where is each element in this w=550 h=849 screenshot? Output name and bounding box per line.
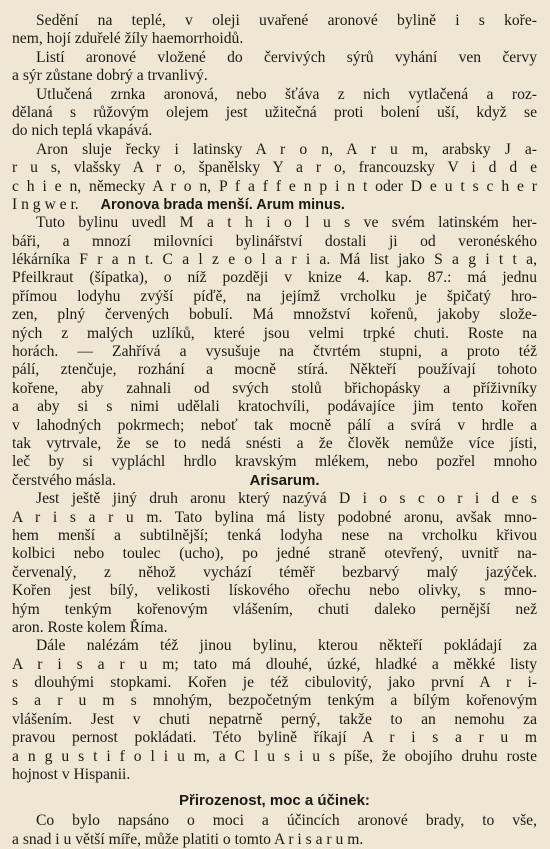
text-line: Aron sluje řecky i latinsky A r o n, A r u m, arabsky J a-: [36, 140, 537, 158]
text-line: Dále nalézám též jinou bylinu, kterou někteří pokládají za: [36, 637, 537, 655]
text-line: a n g u s t i f o l i u m, a C l u s i u s píše, že obojího druhu roste: [12, 747, 537, 765]
section-heading: Přirozenost, moc a účinek:: [179, 792, 370, 810]
text-line: hojnost v Hispanii.: [12, 766, 131, 784]
text-line: Tuto bylinu uvedl M a t h i o l u s ve svém latinském her-: [36, 214, 537, 232]
section-heading: Arisarum.: [249, 471, 320, 489]
text-line: aron. Roste kolem Říma.: [12, 618, 168, 636]
text-line: do nich teplá vkapává.: [12, 122, 153, 140]
text-line: Pfeilkraut (šípatka), o níž později v knize 4. kap. 87.: má jednu: [12, 269, 537, 287]
text-line-end: I n g w e r.: [12, 195, 79, 213]
text-line: tak vytrvale, že se to nedá snésti a že člověk nemůže více jísti,: [12, 434, 537, 452]
text-line: červenalý, z něhož vychází téměř bezbarvý malý jazýček.: [12, 563, 537, 581]
text-line: r u s, vlašsky A r o, španělsky Y a r o, francouzsky V i d d e: [12, 159, 537, 177]
text-line: Kořen jest bílý, velikosti lískového ořechu nebo olivky, s mno-: [12, 582, 537, 600]
text-line: čerstvého másla.: [12, 471, 116, 489]
text-line: a snad i u větší míře, může platiti o tomto A r i s a r u m.: [12, 830, 364, 848]
text-line: leč by si vypláchl hrdlo kravským mlékem, nebo pozřel mnoho: [12, 453, 537, 471]
text-line: nem, hojí zduřelé žíly haemorrhoidů.: [12, 30, 244, 48]
text-line: pravou pernost pokládati. Této bylině říkají A r i s a r u m: [12, 729, 537, 747]
text-line: zen, plný červených bobulí. Má množství kořenů, jakoby slože-: [12, 306, 537, 324]
text-line: báři, a mnozí milovníci bylinářství dostali ji od veronéského: [12, 232, 537, 250]
text-line: Utlučená zrnka aronová, nebo šťáva z nich vytlačená a roz-: [36, 85, 537, 103]
section-heading: Aronova brada menší. Arum minus.: [100, 196, 345, 213]
text-line: s dlouhými stopkami. Kořen je též cibulovitý, jako první A r i-: [12, 674, 537, 692]
text-line: horách. — Zahřívá a vysušuje na čtvrtém stupni, a proto též: [12, 343, 537, 361]
text-line: [12, 196, 537, 214]
text-line: dělaná s růžovým olejem jest užitečná proti bolení uší, když se: [12, 103, 537, 121]
text-line: Sedění na teplé, v oleji uvařené aronové bylině i s koře-: [36, 12, 537, 29]
text-line: Co bylo napsáno o moci a účincích aronové brady, to vše,: [36, 812, 537, 830]
text-line: A r i s a r u m; tato má dlouhé, úzké, hladké a měkké listy: [12, 655, 537, 673]
text-line: a sýr zůstane dobrý a trvanlivý.: [12, 67, 208, 85]
text-line: ných z malých uzlíků, které jsou velmi trpké chuti. Roste na: [12, 324, 537, 342]
text-line: kolbici nebo toulec (ucho), po jedné straně otevřený, uvnitř na-: [12, 545, 537, 563]
text-line: Jest ještě jiný druh aronu který nazývá D i o s c o r i d e s: [36, 490, 537, 508]
text-line: s a r u m s mnohým, bezpočetným tenkým a bílým kořenovým: [12, 692, 537, 710]
text-line: A r i s a r u m. Tato bylina má listy podobné aronu, avšak mno-: [12, 508, 537, 526]
text-line: c h i e n, německy A r o n, P f a f f e n p i n t oder D e u t s c h e r: [12, 177, 537, 195]
text-line: lékárníka F r a n t. C a l z e o l a r i a. Má list jako S a g i t t a,: [12, 251, 537, 269]
text-line: Listí aronové vložené do červivých sýrů vyhání ven červy: [36, 48, 537, 66]
text-line: a aby si s nimi udělali kratochvíli, podávajíce jim tento kořen: [12, 398, 537, 416]
text-line: hem menší a subtilnější; tenká lodyha nese na vrcholku křivou: [12, 526, 537, 544]
text-line: kořene, aby zahnali od svých stolů břichopásky a příživníky: [12, 379, 537, 397]
text-line: přímou lodyhu zvýší píďě, na jejímž vrcholku je špičatý hro-: [12, 287, 537, 305]
text-line: pálí, ztenčuje, rozhání a mocně stírá. Někteří používají tohoto: [12, 361, 537, 379]
text-line: v lahodných pokrmech; neboť tak mocně pálí a svírá v hrdle a: [12, 416, 537, 434]
text-line: hým tenkým kořenovým vlášením, chuti daleko pernější než: [12, 600, 537, 618]
text-line: vlášením. Jest v chuti nepatrně perný, takže to an nemohu za: [12, 710, 537, 728]
